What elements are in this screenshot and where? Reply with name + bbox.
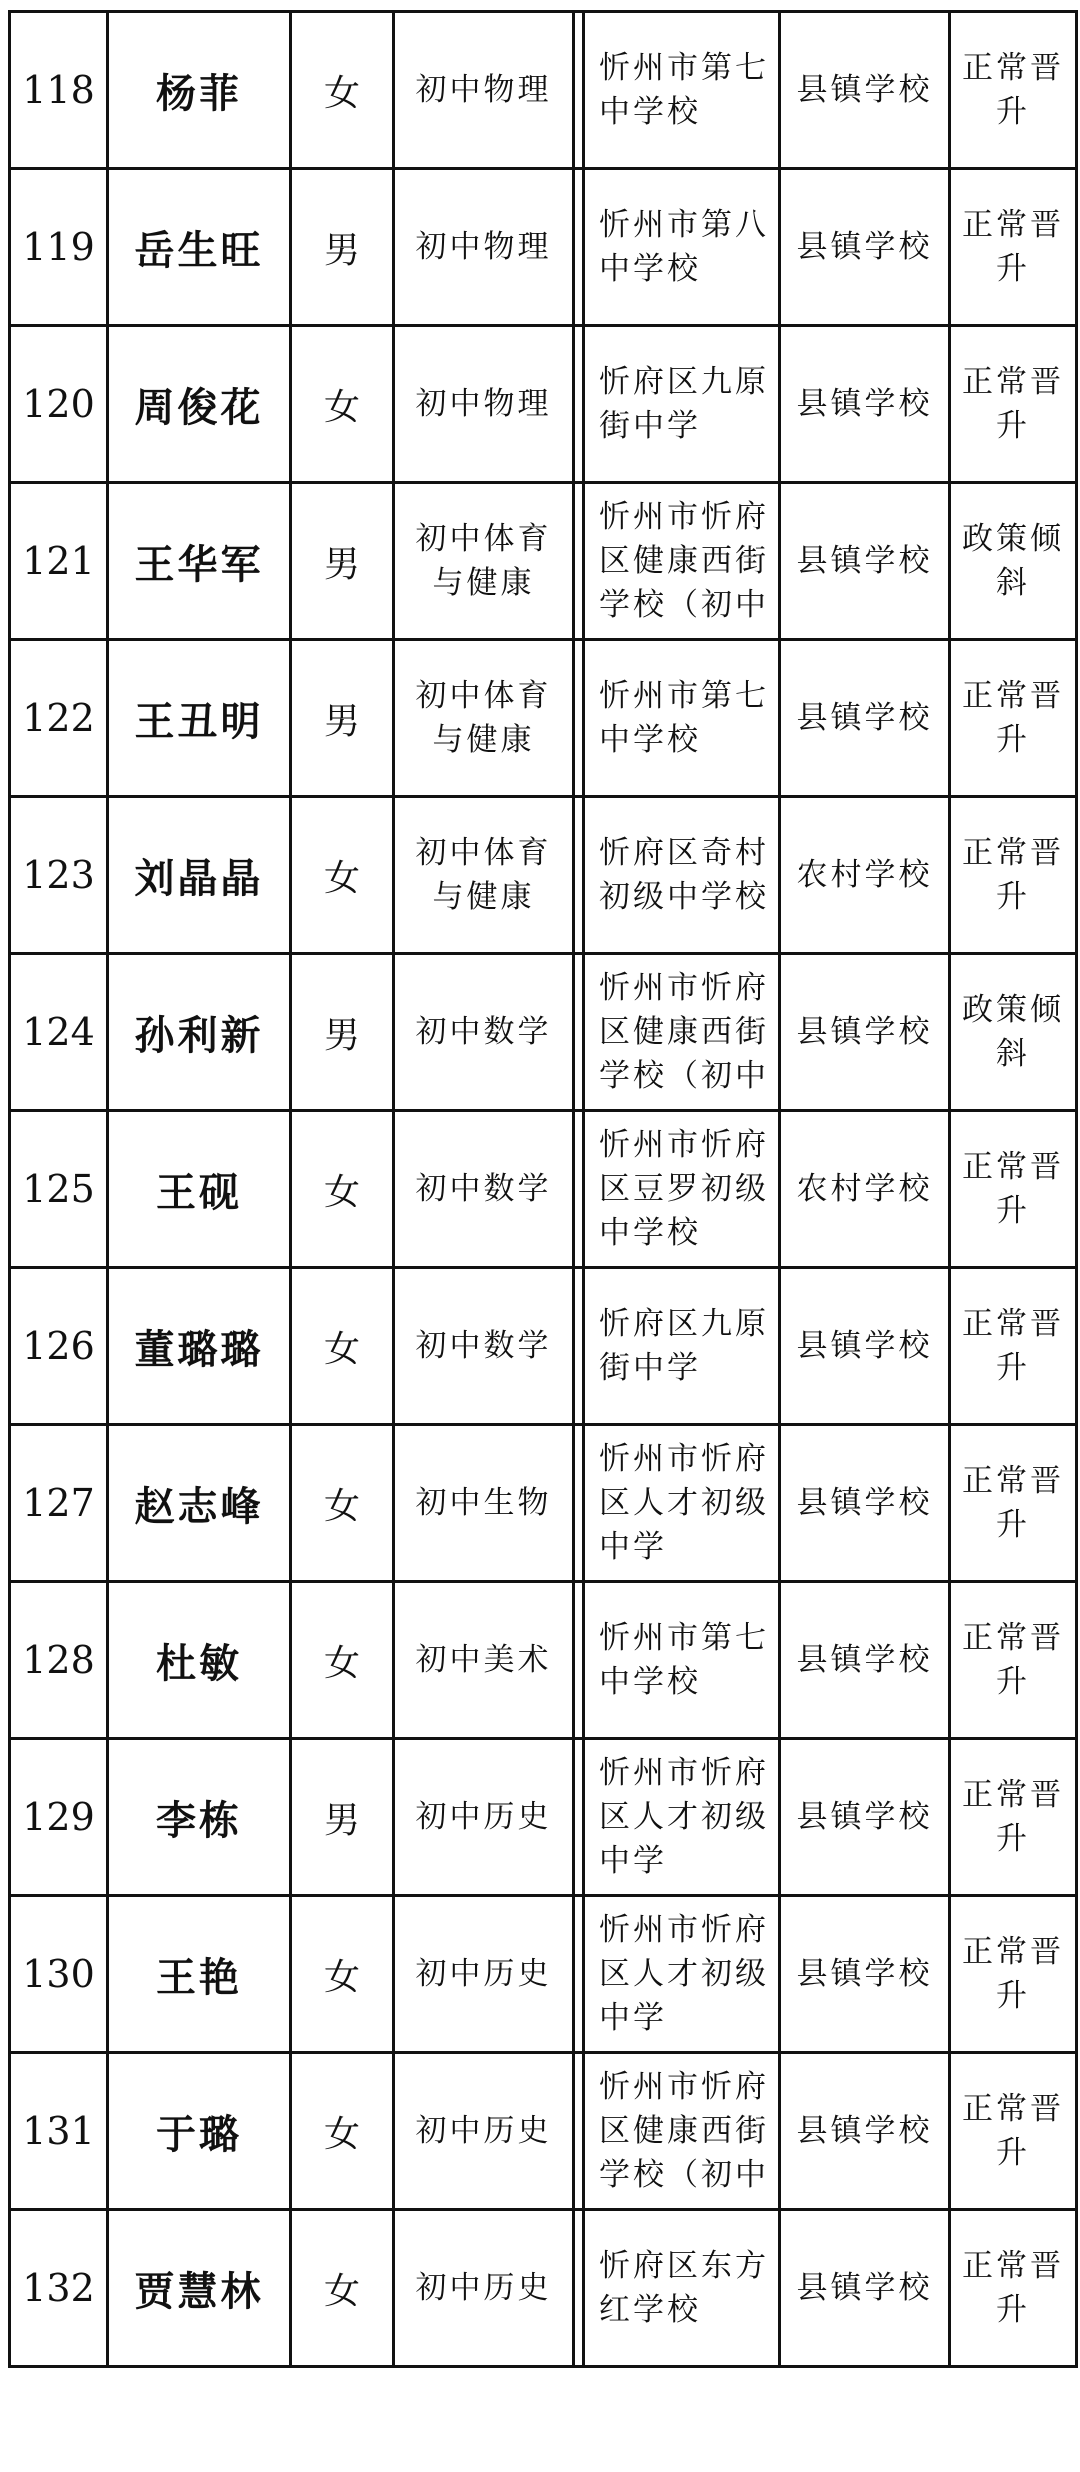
- row-number: 132: [22, 2266, 95, 2310]
- gender: 女: [323, 1642, 360, 1684]
- subject: 初中体育与健康: [415, 521, 552, 601]
- column-gap: [574, 640, 584, 797]
- school-name: 忻州市忻府区豆罗初级中学校: [599, 1127, 769, 1251]
- gender-cell: [291, 1268, 394, 1425]
- row-number-cell: [10, 640, 108, 797]
- teacher-name: 于璐: [156, 2111, 242, 2158]
- school-cell: [584, 1896, 780, 2053]
- column-gap: [574, 2210, 584, 2367]
- school-type: 县镇学校: [796, 1642, 933, 1678]
- teacher-name: 杨菲: [156, 70, 242, 117]
- school-type-cell: [780, 797, 950, 954]
- subject-cell: [394, 1582, 574, 1739]
- row-number-cell: [10, 1111, 108, 1268]
- row-number-cell: [10, 169, 108, 326]
- row-number: 123: [22, 853, 95, 897]
- subject: 初中历史: [415, 1799, 552, 1835]
- teacher-name: 刘晶晶: [134, 855, 264, 902]
- row-number-cell: [10, 12, 108, 169]
- school-type-cell: [780, 1739, 950, 1896]
- school-name: 忻州市忻府区人才初级中学: [599, 1755, 769, 1879]
- school-cell: [584, 1425, 780, 1582]
- school-name: 忻府区九原街中学: [599, 364, 769, 444]
- teacher-name: 杜敏: [156, 1640, 242, 1687]
- school-type: 农村学校: [796, 1171, 933, 1207]
- school-type: 县镇学校: [796, 1799, 933, 1835]
- school-type-cell: [780, 954, 950, 1111]
- subject: 初中物理: [415, 72, 552, 108]
- table-row: [10, 1425, 1077, 1582]
- gender-cell: [291, 326, 394, 483]
- column-gap: [574, 483, 584, 640]
- gender-cell: [291, 2053, 394, 2210]
- gender: 男: [323, 1014, 360, 1056]
- gender: 女: [323, 1485, 360, 1527]
- row-number-cell: [10, 2210, 108, 2367]
- name-cell: [108, 1425, 291, 1582]
- school-name: 忻府区奇村初级中学校: [599, 835, 769, 915]
- row-number-cell: [10, 1582, 108, 1739]
- column-gap: [574, 12, 584, 169]
- school-type-cell: [780, 640, 950, 797]
- school-type-cell: [780, 1582, 950, 1739]
- table-row: [10, 169, 1077, 326]
- subject-cell: [394, 12, 574, 169]
- column-gap: [574, 954, 584, 1111]
- teacher-name: 王丑明: [134, 698, 264, 745]
- subject: 初中美术: [415, 1642, 552, 1678]
- promotion-type: 正常晋升: [962, 2248, 1064, 2328]
- gender: 女: [323, 1328, 360, 1370]
- row-number: 118: [22, 68, 95, 112]
- subject: 初中数学: [415, 1328, 552, 1364]
- promotion-cell: [950, 640, 1077, 797]
- row-number: 130: [22, 1952, 95, 1996]
- promotion-type: 正常晋升: [962, 1149, 1064, 1229]
- row-number: 124: [22, 1010, 95, 1054]
- gender-cell: [291, 1582, 394, 1739]
- teacher-name: 王砚: [156, 1169, 242, 1216]
- teacher-name: 王华军: [134, 541, 264, 588]
- school-cell: [584, 1111, 780, 1268]
- gender-cell: [291, 954, 394, 1111]
- gender-cell: [291, 2210, 394, 2367]
- subject: 初中历史: [415, 1956, 552, 1992]
- row-number: 125: [22, 1167, 95, 1211]
- subject: 初中物理: [415, 386, 552, 422]
- school-cell: [584, 954, 780, 1111]
- gender: 女: [323, 2113, 360, 2155]
- promotion-cell: [950, 169, 1077, 326]
- table-row: [10, 483, 1077, 640]
- table-body: [10, 12, 1077, 2367]
- column-gap: [574, 326, 584, 483]
- school-type-cell: [780, 1268, 950, 1425]
- subject: 初中历史: [415, 2113, 552, 2149]
- school-type-cell: [780, 326, 950, 483]
- school-type-cell: [780, 12, 950, 169]
- row-number: 131: [22, 2109, 95, 2153]
- school-type-cell: [780, 2210, 950, 2367]
- subject: 初中数学: [415, 1171, 552, 1207]
- school-type: 县镇学校: [796, 229, 933, 265]
- school-type: 县镇学校: [796, 1014, 933, 1050]
- teacher-name: 周俊花: [134, 384, 264, 431]
- school-name: 忻州市忻府区健康西街学校（初中: [599, 970, 769, 1094]
- subject-cell: [394, 1896, 574, 2053]
- row-number-cell: [10, 326, 108, 483]
- school-cell: [584, 483, 780, 640]
- row-number-cell: [10, 1268, 108, 1425]
- school-type-cell: [780, 1896, 950, 2053]
- name-cell: [108, 797, 291, 954]
- gender-cell: [291, 640, 394, 797]
- name-cell: [108, 1268, 291, 1425]
- row-number: 127: [22, 1481, 95, 1525]
- promotion-cell: [950, 2210, 1077, 2367]
- gender: 女: [323, 2270, 360, 2312]
- row-number: 121: [22, 539, 95, 583]
- subject-cell: [394, 169, 574, 326]
- subject-cell: [394, 483, 574, 640]
- column-gap: [574, 1739, 584, 1896]
- table-row: [10, 797, 1077, 954]
- row-number-cell: [10, 954, 108, 1111]
- school-type-cell: [780, 2053, 950, 2210]
- column-gap: [574, 797, 584, 954]
- name-cell: [108, 169, 291, 326]
- school-name: 忻州市忻府区健康西街学校（初中: [599, 2069, 769, 2193]
- school-cell: [584, 12, 780, 169]
- promotion-type: 正常晋升: [962, 1777, 1064, 1857]
- gender-cell: [291, 169, 394, 326]
- teacher-promotion-table: [8, 10, 1078, 2368]
- name-cell: [108, 326, 291, 483]
- school-cell: [584, 169, 780, 326]
- row-number: 129: [22, 1795, 95, 1839]
- promotion-type: 政策倾斜: [962, 521, 1064, 601]
- promotion-type: 政策倾斜: [962, 992, 1064, 1072]
- school-type-cell: [780, 1425, 950, 1582]
- promotion-type: 正常晋升: [962, 207, 1064, 287]
- promotion-type: 正常晋升: [962, 2091, 1064, 2171]
- promotion-cell: [950, 483, 1077, 640]
- column-gap: [574, 1896, 584, 2053]
- school-cell: [584, 1268, 780, 1425]
- school-cell: [584, 1582, 780, 1739]
- school-type: 县镇学校: [796, 2113, 933, 2149]
- promotion-type: 正常晋升: [962, 1463, 1064, 1543]
- table-row: [10, 2053, 1077, 2210]
- name-cell: [108, 2053, 291, 2210]
- gender-cell: [291, 483, 394, 640]
- name-cell: [108, 2210, 291, 2367]
- subject-cell: [394, 326, 574, 483]
- school-name: 忻州市忻府区人才初级中学: [599, 1912, 769, 2036]
- gender-cell: [291, 12, 394, 169]
- school-cell: [584, 640, 780, 797]
- teacher-name: 李栋: [156, 1797, 242, 1844]
- gender: 女: [323, 1956, 360, 1998]
- row-number-cell: [10, 1896, 108, 2053]
- school-name: 忻州市第八中学校: [599, 207, 769, 287]
- subject-cell: [394, 954, 574, 1111]
- promotion-type: 正常晋升: [962, 678, 1064, 758]
- row-number-cell: [10, 1425, 108, 1582]
- promotion-type: 正常晋升: [962, 1620, 1064, 1700]
- promotion-cell: [950, 1111, 1077, 1268]
- promotion-cell: [950, 954, 1077, 1111]
- row-number: 126: [22, 1324, 95, 1368]
- school-type: 县镇学校: [796, 543, 933, 579]
- promotion-type: 正常晋升: [962, 1934, 1064, 2014]
- school-name: 忻州市第七中学校: [599, 50, 769, 130]
- subject-cell: [394, 797, 574, 954]
- name-cell: [108, 1582, 291, 1739]
- promotion-type: 正常晋升: [962, 50, 1064, 130]
- promotion-type: 正常晋升: [962, 364, 1064, 444]
- subject: 初中体育与健康: [415, 678, 552, 758]
- promotion-type: 正常晋升: [962, 1306, 1064, 1386]
- school-name: 忻州市第七中学校: [599, 678, 769, 758]
- school-cell: [584, 2053, 780, 2210]
- subject: 初中体育与健康: [415, 835, 552, 915]
- school-type-cell: [780, 483, 950, 640]
- row-number-cell: [10, 1739, 108, 1896]
- table-row: [10, 954, 1077, 1111]
- subject: 初中历史: [415, 2270, 552, 2306]
- table-row: [10, 2210, 1077, 2367]
- school-type: 县镇学校: [796, 386, 933, 422]
- teacher-name: 贾慧林: [134, 2268, 264, 2315]
- school-type: 县镇学校: [796, 72, 933, 108]
- school-type: 县镇学校: [796, 1485, 933, 1521]
- school-name: 忻府区九原街中学: [599, 1306, 769, 1386]
- subject: 初中生物: [415, 1485, 552, 1521]
- gender: 男: [323, 229, 360, 271]
- school-name: 忻府区东方红学校: [599, 2248, 769, 2328]
- subject-cell: [394, 1111, 574, 1268]
- school-cell: [584, 326, 780, 483]
- name-cell: [108, 12, 291, 169]
- table-row: [10, 1111, 1077, 1268]
- name-cell: [108, 483, 291, 640]
- gender-cell: [291, 1739, 394, 1896]
- promotion-cell: [950, 797, 1077, 954]
- subject-cell: [394, 2053, 574, 2210]
- school-type-cell: [780, 169, 950, 326]
- promotion-cell: [950, 1739, 1077, 1896]
- subject: 初中物理: [415, 229, 552, 265]
- row-number: 122: [22, 696, 95, 740]
- table-row: [10, 1582, 1077, 1739]
- table-row: [10, 1739, 1077, 1896]
- gender: 女: [323, 72, 360, 114]
- row-number-cell: [10, 797, 108, 954]
- promotion-type: 正常晋升: [962, 835, 1064, 915]
- school-name: 忻州市忻府区人才初级中学: [599, 1441, 769, 1565]
- table-row: [10, 1896, 1077, 2053]
- table-row: [10, 640, 1077, 797]
- promotion-cell: [950, 326, 1077, 483]
- school-type: 县镇学校: [796, 2270, 933, 2306]
- row-number-cell: [10, 2053, 108, 2210]
- subject-cell: [394, 1739, 574, 1896]
- gender: 女: [323, 1171, 360, 1213]
- promotion-cell: [950, 12, 1077, 169]
- promotion-cell: [950, 1582, 1077, 1739]
- school-cell: [584, 797, 780, 954]
- column-gap: [574, 1111, 584, 1268]
- row-number: 128: [22, 1638, 95, 1682]
- gender-cell: [291, 1425, 394, 1582]
- column-gap: [574, 1425, 584, 1582]
- name-cell: [108, 640, 291, 797]
- gender: 男: [323, 543, 360, 585]
- teacher-name: 孙利新: [134, 1012, 264, 1059]
- gender: 男: [323, 700, 360, 742]
- teacher-name: 董璐璐: [134, 1326, 264, 1373]
- table-row: [10, 12, 1077, 169]
- name-cell: [108, 1896, 291, 2053]
- school-type-cell: [780, 1111, 950, 1268]
- table-row: [10, 1268, 1077, 1425]
- school-cell: [584, 2210, 780, 2367]
- name-cell: [108, 1739, 291, 1896]
- gender-cell: [291, 1111, 394, 1268]
- subject-cell: [394, 2210, 574, 2367]
- row-number-cell: [10, 483, 108, 640]
- gender: 女: [323, 386, 360, 428]
- promotion-cell: [950, 1268, 1077, 1425]
- teacher-name: 赵志峰: [134, 1483, 264, 1530]
- promotion-cell: [950, 1425, 1077, 1582]
- subject-cell: [394, 1268, 574, 1425]
- school-type: 县镇学校: [796, 1328, 933, 1364]
- school-cell: [584, 1739, 780, 1896]
- row-number: 119: [22, 225, 95, 269]
- column-gap: [574, 1582, 584, 1739]
- school-type: 县镇学校: [796, 1956, 933, 1992]
- gender: 女: [323, 857, 360, 899]
- gender-cell: [291, 797, 394, 954]
- promotion-cell: [950, 2053, 1077, 2210]
- column-gap: [574, 169, 584, 326]
- teacher-name: 岳生旺: [134, 227, 264, 274]
- gender-cell: [291, 1896, 394, 2053]
- name-cell: [108, 954, 291, 1111]
- school-type: 县镇学校: [796, 700, 933, 736]
- school-name: 忻州市忻府区健康西街学校（初中: [599, 499, 769, 623]
- subject-cell: [394, 640, 574, 797]
- name-cell: [108, 1111, 291, 1268]
- school-type: 农村学校: [796, 857, 933, 893]
- column-gap: [574, 1268, 584, 1425]
- teacher-name: 王艳: [156, 1954, 242, 2001]
- school-name: 忻州市第七中学校: [599, 1620, 769, 1700]
- subject: 初中数学: [415, 1014, 552, 1050]
- subject-cell: [394, 1425, 574, 1582]
- column-gap: [574, 2053, 584, 2210]
- table-row: [10, 326, 1077, 483]
- gender: 男: [323, 1799, 360, 1841]
- row-number: 120: [22, 382, 95, 426]
- promotion-cell: [950, 1896, 1077, 2053]
